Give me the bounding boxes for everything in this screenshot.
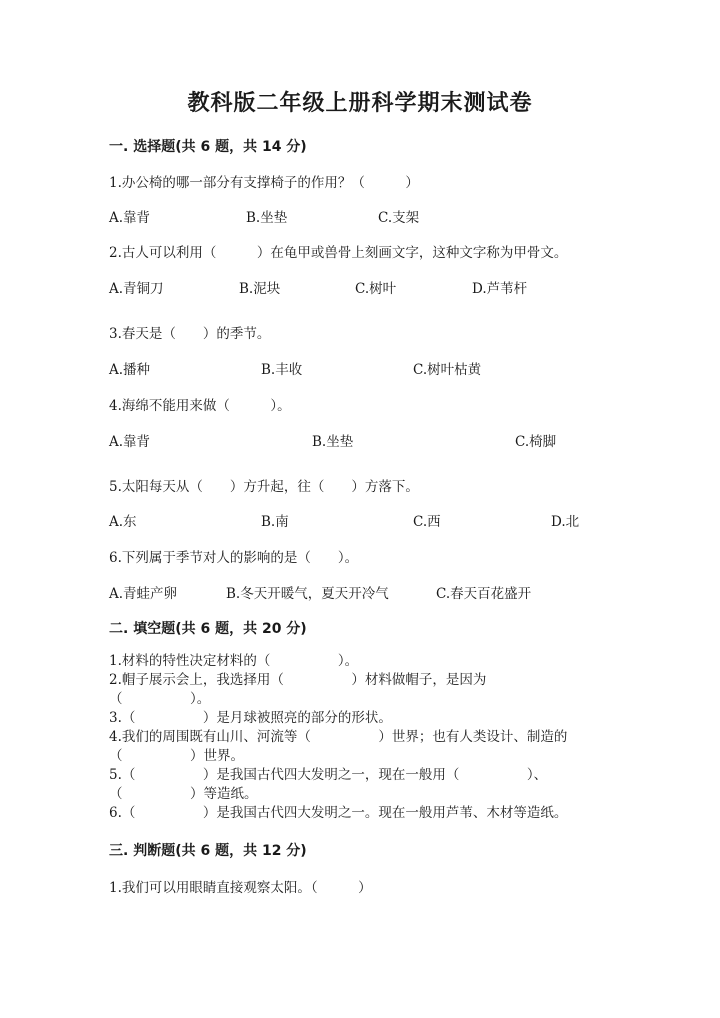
question-1-option-a: A.靠背 <box>109 210 151 226</box>
question-1-option-c: C.支架 <box>378 210 420 226</box>
question-5-option-a: A.东 <box>109 514 137 530</box>
fill-line: 2.帽子展示会上，我选择用（ ）材料做帽子，是因为 <box>109 672 487 688</box>
question-4: 4.海绵不能用来做（ ）。 <box>109 398 291 414</box>
fill-line: （ ）世界。 <box>109 748 244 764</box>
question-5-option-b: B.南 <box>261 514 289 530</box>
question-2: 2.古人可以利用（ ）在龟甲或兽骨上刻画文字，这种文字称为甲骨文。 <box>109 245 568 261</box>
section-heading-judge: 三. 判断题(共 6 题，共 12 分) <box>109 843 307 859</box>
question-3-option-b: B.丰收 <box>261 362 303 378</box>
fill-line: （ ）等造纸。 <box>109 786 258 802</box>
fill-line: 5.（ ）是我国古代四大发明之一，现在一般用（ ）、 <box>109 767 548 783</box>
fill-line: （ ）。 <box>109 691 211 707</box>
question-5: 5.太阳每天从（ ）方升起，往（ ）方落下。 <box>109 479 419 495</box>
question-4-option-b: B.坐垫 <box>312 434 354 450</box>
fill-line: 3.（ ）是月球被照亮的部分的形状。 <box>109 710 392 726</box>
section-heading-fill: 二. 填空题(共 6 题，共 20 分) <box>109 621 307 637</box>
section-heading-choice: 一. 选择题(共 6 题，共 14 分) <box>109 139 307 155</box>
page-title: 教科版二年级上册科学期末测试卷 <box>187 91 533 116</box>
question-4-option-c: C.椅脚 <box>515 434 557 450</box>
question-5-option-d: D.北 <box>551 514 580 530</box>
question-1-option-b: B.坐垫 <box>246 210 288 226</box>
question-3: 3.春天是（ ）的季节。 <box>109 326 271 342</box>
judge-question-1: 1.我们可以用眼睛直接观察太阳。（ ） <box>109 880 372 896</box>
question-6-option-a: A.青蛙产卵 <box>109 586 178 602</box>
fill-line: 6.（ ）是我国古代四大发明之一。现在一般用芦苇、木材等造纸。 <box>109 805 568 821</box>
question-2-option-b: B.泥块 <box>239 281 281 297</box>
question-6-option-b: B.冬天开暖气，夏天开冷气 <box>226 586 389 602</box>
question-2-option-d: D.芦苇杆 <box>472 281 528 297</box>
question-6-option-c: C.春天百花盛开 <box>436 586 532 602</box>
question-2-option-c: C.树叶 <box>355 281 397 297</box>
fill-line: 1.材料的特性决定材料的（ ）。 <box>109 653 359 669</box>
question-5-option-c: C.西 <box>413 514 441 530</box>
question-4-option-a: A.靠背 <box>109 434 151 450</box>
question-1: 1.办公椅的哪一部分有支撑椅子的作用？（ ） <box>109 175 419 191</box>
question-2-option-a: A.青铜刀 <box>109 281 164 297</box>
question-3-option-c: C.树叶枯黄 <box>413 362 482 378</box>
fill-line: 4.我们的周围既有山川、河流等（ ）世界；也有人类设计、制造的 <box>109 729 568 745</box>
question-6: 6.下列属于季节对人的影响的是（ ）。 <box>109 550 359 566</box>
question-3-option-a: A.播种 <box>109 362 151 378</box>
